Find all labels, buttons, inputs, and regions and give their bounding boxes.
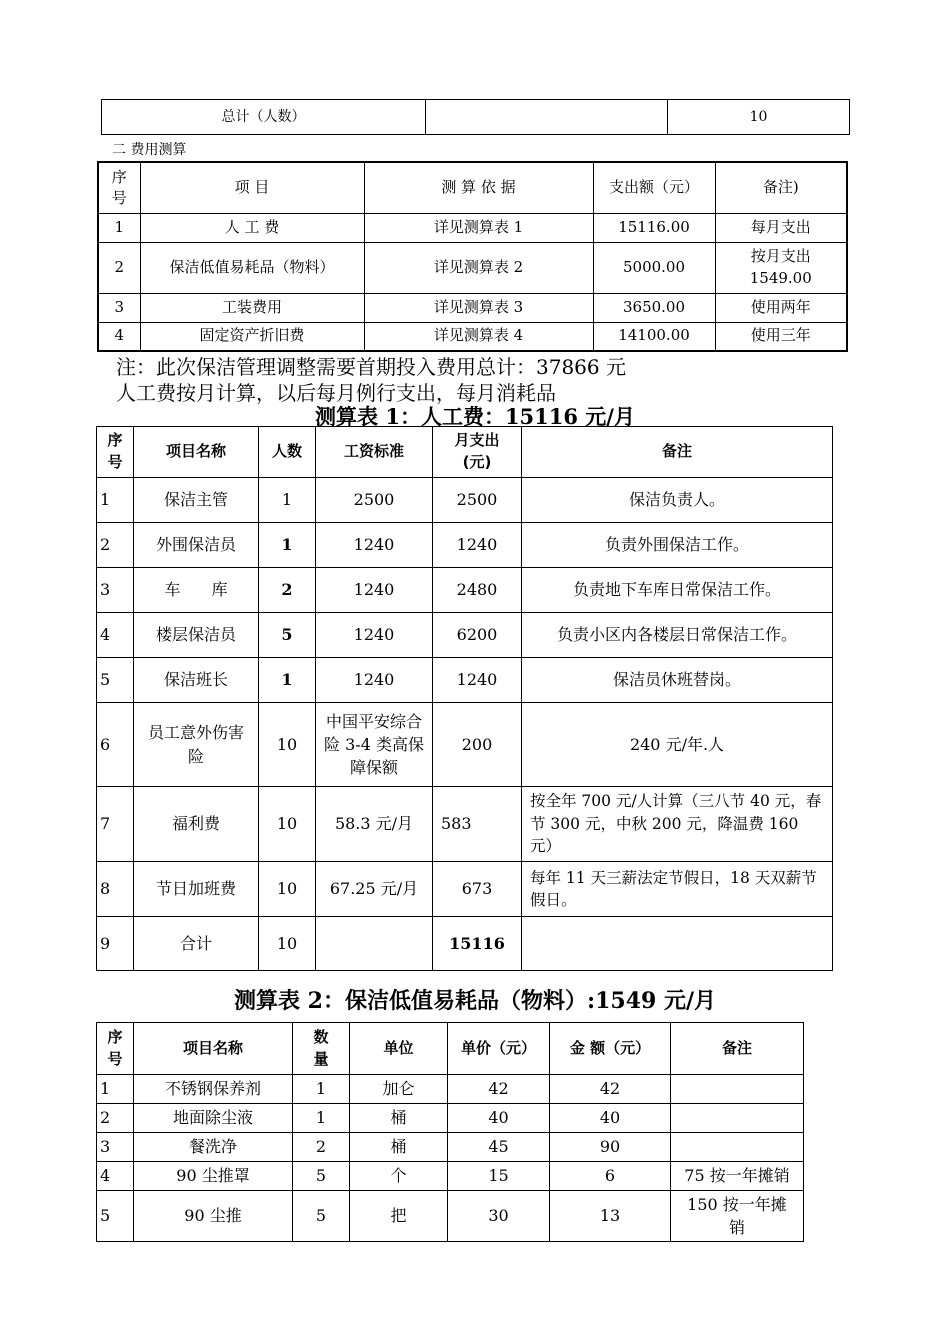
cell: 5 xyxy=(293,1191,350,1242)
header-cell: 序号 xyxy=(97,1023,134,1075)
cell: 45 xyxy=(448,1133,550,1162)
cell: 使用两年 xyxy=(715,293,847,322)
section-heading: 二 费用测算 xyxy=(112,142,187,158)
table-row xyxy=(97,613,833,658)
cell xyxy=(522,917,833,971)
cell: 保洁员休班替岗。 xyxy=(522,658,833,703)
cell: 车 库 xyxy=(134,568,259,613)
cell: 2500 xyxy=(316,478,433,523)
cell: 保洁班长 xyxy=(134,658,259,703)
cell: 3 xyxy=(97,568,134,613)
cell: 40 xyxy=(550,1104,671,1133)
cell: 14100.00 xyxy=(593,322,715,351)
cell: 673 xyxy=(433,862,522,917)
cell: 员工意外伤害险 xyxy=(134,703,259,787)
table-row xyxy=(98,293,847,322)
cell: 1 xyxy=(98,213,140,242)
cell: 2500 xyxy=(433,478,522,523)
cell: 外围保洁员 xyxy=(134,523,259,568)
header-cell: 月支出(元) xyxy=(433,427,522,478)
table-row xyxy=(98,322,847,351)
cell: 福利费 xyxy=(134,787,259,862)
table-row xyxy=(97,787,833,862)
cell: 5 xyxy=(259,613,316,658)
cell: 42 xyxy=(448,1075,550,1104)
cell: 2 xyxy=(97,1104,134,1133)
cell: 使用三年 xyxy=(715,322,847,351)
cell: 1240 xyxy=(433,658,522,703)
table-row xyxy=(97,1162,804,1191)
header-cell: 备注) xyxy=(715,162,847,213)
cell: 负责小区内各楼层日常保洁工作。 xyxy=(522,613,833,658)
cost-table xyxy=(97,161,848,352)
table-row xyxy=(97,658,833,703)
cell: 1240 xyxy=(316,613,433,658)
cell: 1 xyxy=(293,1104,350,1133)
cell: 详见测算表 1 xyxy=(364,213,593,242)
cell: 6 xyxy=(97,703,134,787)
cell: 人 工 费 xyxy=(140,213,364,242)
cell: 10 xyxy=(259,862,316,917)
cell: 每年 11 天三薪法定节假日，18 天双薪节假日。 xyxy=(522,862,833,917)
table-row xyxy=(97,523,833,568)
cell: 2 xyxy=(293,1133,350,1162)
cell: 不锈钢保养剂 xyxy=(134,1075,293,1104)
cell: 40 xyxy=(448,1104,550,1133)
cell: 个 xyxy=(350,1162,448,1191)
table-row xyxy=(98,242,847,293)
cell: 桶 xyxy=(350,1104,448,1133)
table1-title: 测算表 1：人工费：15116 元/月 xyxy=(315,404,635,429)
cell xyxy=(671,1133,804,1162)
cell: 1240 xyxy=(316,523,433,568)
total-middle xyxy=(426,100,668,135)
header-cell: 序号 xyxy=(98,162,140,213)
cell: 150 按一年摊销 xyxy=(671,1191,804,1242)
note-line-2: 人工费按月计算，以后每月例行支出，每月消耗品 xyxy=(116,381,556,405)
cell: 1 xyxy=(259,478,316,523)
cell: 200 xyxy=(433,703,522,787)
cell: 加仑 xyxy=(350,1075,448,1104)
cell: 固定资产折旧费 xyxy=(140,322,364,351)
cell: 8 xyxy=(97,862,134,917)
cell: 5000.00 xyxy=(593,242,715,293)
cell: 楼层保洁员 xyxy=(134,613,259,658)
cell: 583 xyxy=(433,787,522,862)
cell: 地面除尘液 xyxy=(134,1104,293,1133)
cell: 2 xyxy=(259,568,316,613)
table-row xyxy=(97,478,833,523)
cell: 负责外围保洁工作。 xyxy=(522,523,833,568)
cell: 详见测算表 3 xyxy=(364,293,593,322)
cell: 6 xyxy=(550,1162,671,1191)
header-cell: 金 额（元） xyxy=(550,1023,671,1075)
cell: 节日加班费 xyxy=(134,862,259,917)
total-value: 10 xyxy=(668,100,850,135)
cell: 3650.00 xyxy=(593,293,715,322)
cell xyxy=(316,917,433,971)
cell: 1240 xyxy=(316,658,433,703)
cell: 1 xyxy=(293,1075,350,1104)
cell: 5 xyxy=(293,1162,350,1191)
cell: 4 xyxy=(97,613,134,658)
header-cell: 单价（元） xyxy=(448,1023,550,1075)
cell: 按全年 700 元/人计算（三八节 40 元，春节 300 元，中秋 200 元，降温费 160 元） xyxy=(522,787,833,862)
cell: 1 xyxy=(259,523,316,568)
header-cell: 数量 xyxy=(293,1023,350,1075)
header-cell: 备注 xyxy=(671,1023,804,1075)
table-row xyxy=(97,1133,804,1162)
header-cell: 单位 xyxy=(350,1023,448,1075)
cell: 1240 xyxy=(316,568,433,613)
table-header-row xyxy=(97,427,833,478)
cell: 中国平安综合险 3-4 类高保障保额 xyxy=(316,703,433,787)
table-row xyxy=(102,100,850,135)
note-line-1: 注：此次保洁管理调整需要首期投入费用总计：37866 元 xyxy=(116,355,626,379)
cell: 3 xyxy=(98,293,140,322)
cell: 75 按一年摊销 xyxy=(671,1162,804,1191)
cell: 保洁低值易耗品（物料） xyxy=(140,242,364,293)
header-cell: 支出额（元） xyxy=(593,162,715,213)
cell: 240 元/年.人 xyxy=(522,703,833,787)
cell: 4 xyxy=(97,1162,134,1191)
table-row xyxy=(97,703,833,787)
cell: 5 xyxy=(97,658,134,703)
cell: 15 xyxy=(448,1162,550,1191)
cell: 按月支出1549.00 xyxy=(715,242,847,293)
cell: 桶 xyxy=(350,1133,448,1162)
cell: 合计 xyxy=(134,917,259,971)
cell: 1 xyxy=(259,658,316,703)
table-header-row xyxy=(98,162,847,213)
total-label: 总计（人数） xyxy=(102,100,426,135)
cell xyxy=(671,1104,804,1133)
cell: 42 xyxy=(550,1075,671,1104)
cell: 2 xyxy=(97,523,134,568)
cell: 1240 xyxy=(433,523,522,568)
cell: 30 xyxy=(448,1191,550,1242)
cell: 1 xyxy=(97,478,134,523)
labor-cost-table xyxy=(96,426,833,971)
header-cell: 项目名称 xyxy=(134,427,259,478)
cell: 详见测算表 2 xyxy=(364,242,593,293)
table-row xyxy=(97,1191,804,1242)
cell: 每月支出 xyxy=(715,213,847,242)
cell: 4 xyxy=(98,322,140,351)
cell: 7 xyxy=(97,787,134,862)
cell: 保洁主管 xyxy=(134,478,259,523)
cell: 10 xyxy=(259,787,316,862)
cell: 2480 xyxy=(433,568,522,613)
cell: 工装费用 xyxy=(140,293,364,322)
cell: 15116 xyxy=(433,917,522,971)
header-cell: 项 目 xyxy=(140,162,364,213)
table-row xyxy=(97,568,833,613)
cell: 5 xyxy=(97,1191,134,1242)
header-cell: 项目名称 xyxy=(134,1023,293,1075)
summary-table xyxy=(101,99,850,135)
table-header-row xyxy=(97,1023,804,1075)
table-row xyxy=(97,862,833,917)
header-cell: 工资标准 xyxy=(316,427,433,478)
cell: 负责地下车库日常保洁工作。 xyxy=(522,568,833,613)
cell: 3 xyxy=(97,1133,134,1162)
table2-title: 测算表 2：保洁低值易耗品（物料）:1549 元/月 xyxy=(233,988,716,1014)
cell: 10 xyxy=(259,917,316,971)
cell: 13 xyxy=(550,1191,671,1242)
cell: 90 尘推罩 xyxy=(134,1162,293,1191)
header-cell: 人数 xyxy=(259,427,316,478)
header-cell: 测 算 依 据 xyxy=(364,162,593,213)
cell: 58.3 元/月 xyxy=(316,787,433,862)
cell: 15116.00 xyxy=(593,213,715,242)
cell: 10 xyxy=(259,703,316,787)
cell: 1 xyxy=(97,1075,134,1104)
table-row xyxy=(97,1075,804,1104)
table-row xyxy=(97,917,833,971)
cell: 餐洗净 xyxy=(134,1133,293,1162)
cell xyxy=(671,1075,804,1104)
table-row xyxy=(98,213,847,242)
cell: 保洁负责人。 xyxy=(522,478,833,523)
cell: 90 尘推 xyxy=(134,1191,293,1242)
cell: 6200 xyxy=(433,613,522,658)
cell: 90 xyxy=(550,1133,671,1162)
cell: 9 xyxy=(97,917,134,971)
cell: 2 xyxy=(98,242,140,293)
table-row xyxy=(97,1104,804,1133)
cell: 把 xyxy=(350,1191,448,1242)
header-cell: 备注 xyxy=(522,427,833,478)
cell: 详见测算表 4 xyxy=(364,322,593,351)
cell: 67.25 元/月 xyxy=(316,862,433,917)
supplies-table xyxy=(96,1022,804,1242)
header-cell: 序号 xyxy=(97,427,134,478)
